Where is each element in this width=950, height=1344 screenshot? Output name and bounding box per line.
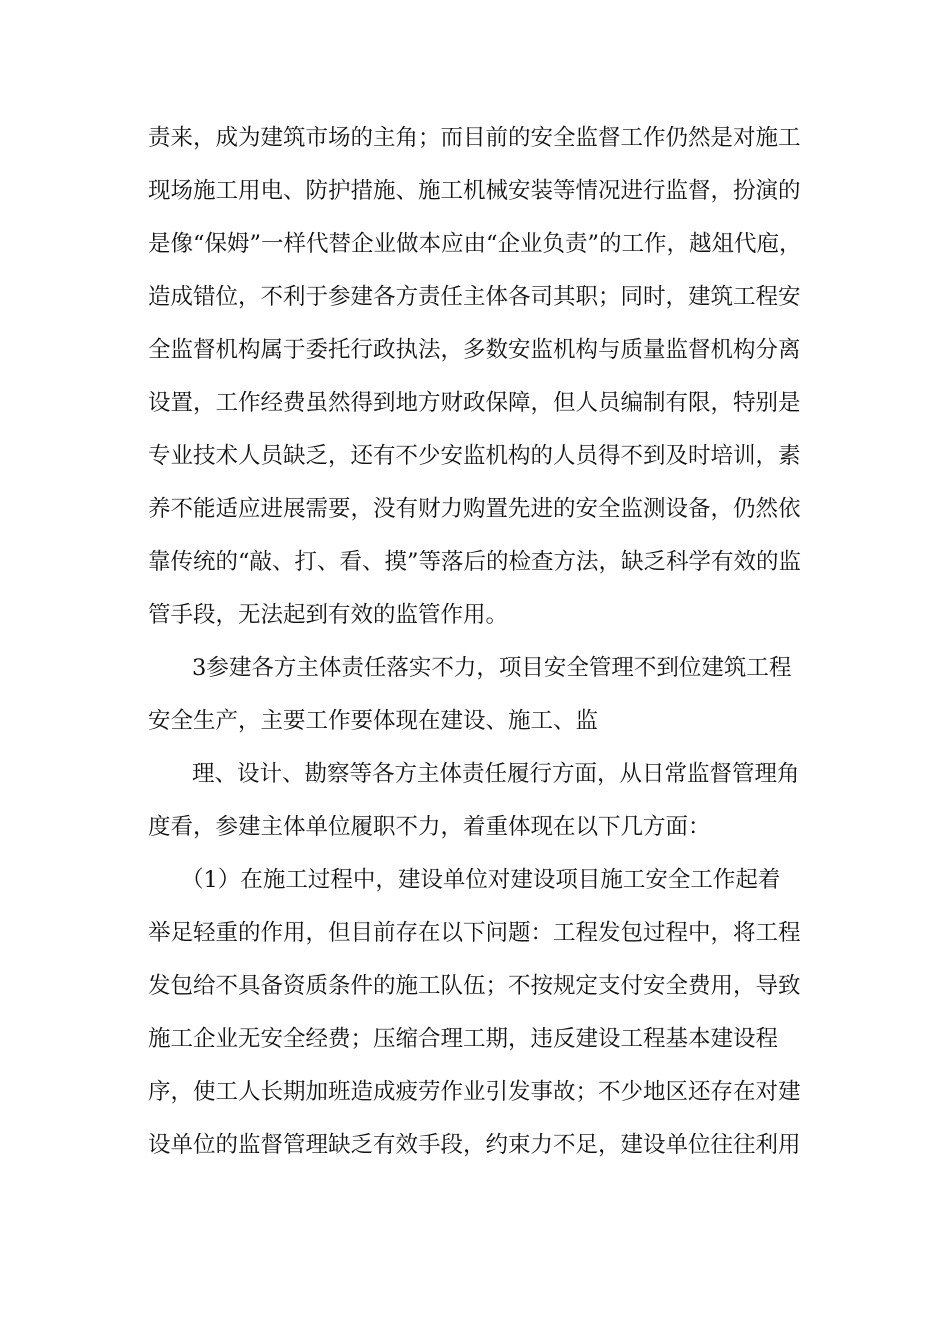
body-text-line: 理、设计、勘察等各方主体责任履行方面，从日常监督管理角: [192, 761, 800, 787]
body-text-line: 全监督机构属于委托行政执法，多数安监机构与质量监督机构分离: [148, 337, 801, 363]
body-text-line: 发包给不具备资质条件的施工队伍；不按规定支付安全费用，导致: [148, 973, 801, 999]
body-text-line: 举足轻重的作用，但目前存在以下问题：工程发包过程中，将工程: [148, 920, 801, 946]
body-text-line: 序，使工人长期加班造成疲劳作业引发事故；不少地区还存在对建: [148, 1079, 801, 1105]
body-text-line: 度看，参建主体单位履职不力，着重体现在以下几方面：: [148, 814, 711, 840]
body-text-line: 造成错位，不利于参建各方责任主体各司其职；同时，建筑工程安: [148, 284, 801, 310]
body-text-line: 现场施工用电、防护措施、施工机械安装等情况进行监督，扮演的: [148, 178, 801, 204]
list-item-line: （1）在施工过程中，建设单位对建设项目施工安全工作起着: [181, 867, 781, 893]
body-text-line: 是像“保姆”一样代替企业做本应由“企业负责”的工作，越俎代庖，: [148, 231, 802, 257]
body-text-line: 安全生产，主要工作要体现在建设、施工、监: [148, 708, 599, 734]
body-text-line: 设单位的监督管理缺乏有效手段，约束力不足，建设单位往往利用: [148, 1132, 801, 1158]
body-text-line: 靠传统的“敲、打、看、摸”等落后的检查方法，缺乏科学有效的监: [148, 549, 802, 575]
body-text-line: 责来，成为建筑市场的主角；而目前的安全监督工作仍然是对施工: [148, 125, 801, 151]
body-text-line: 养不能适应进展需要，没有财力购置先进的安全监测设备，仍然依: [148, 496, 801, 522]
body-text-line: 设置，工作经费虽然得到地方财政保障，但人员编制有限，特别是: [148, 390, 801, 416]
section-heading-line: 3参建各方主体责任落实不力，项目安全管理不到位建筑工程: [192, 655, 792, 681]
body-text-line: 管手段，无法起到有效的监管作用。: [148, 602, 509, 628]
body-text-line: 专业技术人员缺乏，还有不少安监机构的人员得不到及时培训，素: [148, 443, 801, 469]
body-text-line: 施工企业无安全经费；压缩合理工期，违反建设工程基本建设程: [148, 1026, 779, 1052]
